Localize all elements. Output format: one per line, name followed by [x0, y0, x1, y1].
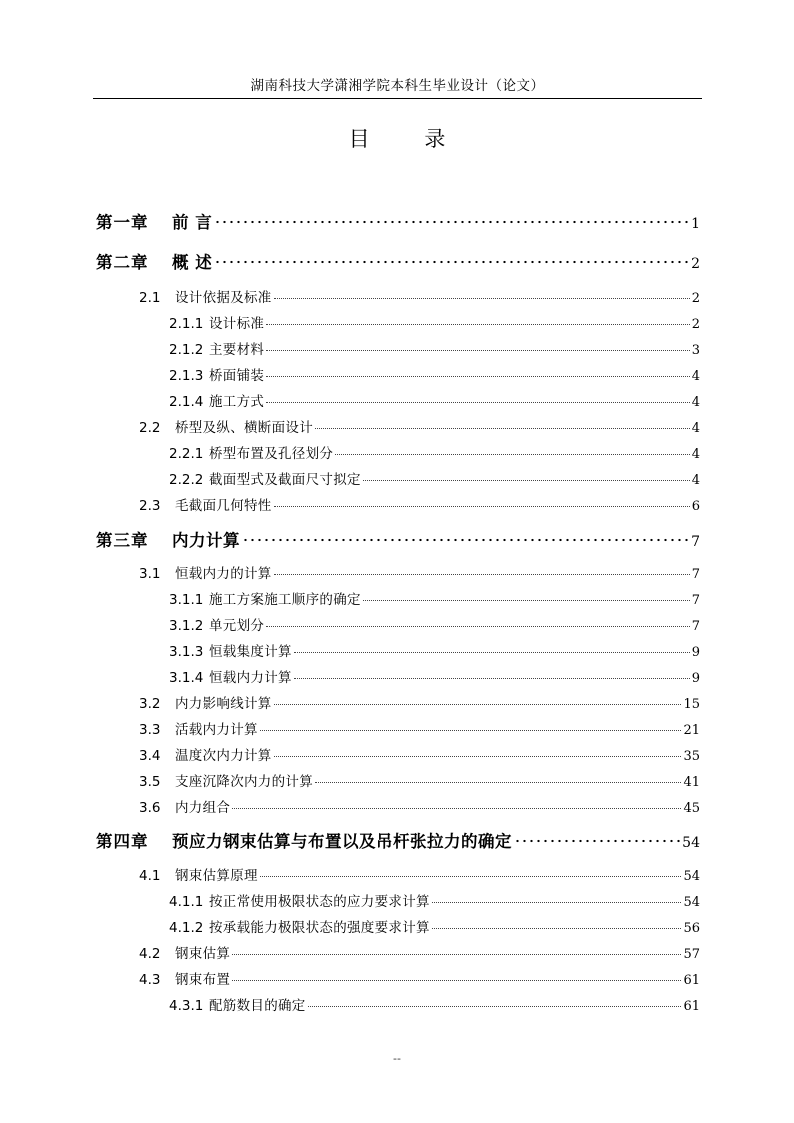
- dot-leader: [432, 902, 682, 903]
- toc-entry[interactable]: [96, 249, 700, 271]
- dot-leader: [294, 678, 690, 679]
- toc-entry-title: 内力计算: [172, 531, 240, 550]
- toc-entry-title: 毛截面几何特性: [175, 498, 272, 514]
- toc-entry-title: 恒载内力的计算: [175, 566, 272, 582]
- dot-leader: [315, 782, 681, 783]
- toc-entry-number: 2.1: [139, 290, 161, 306]
- toc-entry-number: 4.1: [139, 868, 161, 884]
- toc-entry-page: 1: [691, 216, 700, 232]
- toc-entry-page: 61: [683, 973, 700, 988]
- toc-entry-page: 54: [682, 835, 700, 851]
- toc-entry-page: 54: [683, 869, 700, 884]
- toc-entry-page: 9: [691, 645, 700, 660]
- dot-leader: [432, 928, 682, 929]
- toc-entry-page: 4: [691, 395, 700, 410]
- toc-entry-page: 4: [691, 473, 700, 488]
- toc-entry-title: 温度次内力计算: [175, 748, 272, 764]
- toc-entry-title: 设计标准: [209, 316, 265, 332]
- dot-leader: [232, 808, 681, 809]
- toc-entry-number: 4.3: [139, 972, 161, 988]
- toc-entry-number: 2.2: [139, 420, 161, 436]
- toc-entry[interactable]: [139, 796, 700, 814]
- dot-leader: [266, 350, 690, 351]
- toc-entry[interactable]: [169, 442, 700, 460]
- toc-entry-number: 3.1.3: [169, 644, 204, 660]
- toc-entry[interactable]: [139, 286, 700, 304]
- toc-entry-number: 第一章: [96, 213, 149, 232]
- toc-entry-number: 2.2.2: [169, 472, 204, 488]
- dot-leader: [274, 756, 682, 757]
- toc-entry-number: 4.1.2: [169, 920, 204, 936]
- toc-entry[interactable]: [169, 588, 700, 606]
- dot-leader: [260, 876, 682, 877]
- toc-entry-number: 第四章: [96, 832, 149, 851]
- toc-entry-number: 4.2: [139, 946, 161, 962]
- toc-entry-title: 单元划分: [209, 618, 265, 634]
- toc-entry[interactable]: [139, 744, 700, 762]
- dot-leader: [232, 954, 681, 955]
- dot-leader: [266, 324, 690, 325]
- toc-entry-title: 按承载能力极限状态的强度要求计算: [209, 920, 430, 936]
- toc-entry-page: 56: [683, 921, 700, 936]
- toc-entry-title: 钢束布置: [175, 972, 231, 988]
- dot-leader: [266, 376, 690, 377]
- toc-entry-title: 按正常使用极限状态的应力要求计算: [209, 894, 430, 910]
- toc-entry-title: 桥型布置及孔径划分: [209, 446, 334, 462]
- page-footer: --: [393, 1052, 401, 1065]
- toc-entry-title: 钢束估算原理: [175, 868, 258, 884]
- toc-entry-page: 7: [691, 567, 700, 582]
- toc-entry-title: 桥型及纵、横断面设计: [175, 420, 313, 436]
- dot-leader: [274, 704, 682, 705]
- toc-entry-page: 21: [683, 723, 700, 738]
- dot-leader: [315, 428, 690, 429]
- toc-entry-title: 钢束估算: [175, 946, 231, 962]
- toc-entry[interactable]: [169, 338, 700, 356]
- toc-entry-page: 15: [683, 697, 700, 712]
- toc-entry[interactable]: [96, 527, 700, 549]
- toc-entry[interactable]: [169, 890, 700, 908]
- dot-leader: [232, 980, 681, 981]
- toc-entry[interactable]: [169, 614, 700, 632]
- toc-entry-number: 2.1.2: [169, 342, 204, 358]
- toc-entry-number: 3.5: [139, 774, 161, 790]
- toc-entry[interactable]: [169, 640, 700, 658]
- toc-entry-title: 预应力钢束估算与布置以及吊杆张拉力的确定: [172, 832, 512, 851]
- toc-entry-number: 2.1.4: [169, 394, 204, 410]
- toc-entry-title: 施工方案施工顺序的确定: [209, 592, 361, 608]
- toc-entry-title: 配筋数目的确定: [209, 998, 306, 1014]
- toc-entry-title: 恒载集度计算: [209, 644, 292, 660]
- toc-entry-number: 2.3: [139, 498, 161, 514]
- toc-entry-title: 恒载内力计算: [209, 670, 292, 686]
- toc-entry-number: 3.1.1: [169, 592, 204, 608]
- dot-leader: [266, 626, 690, 627]
- toc-entry[interactable]: [139, 968, 700, 986]
- toc-entry[interactable]: [139, 692, 700, 710]
- toc-entry[interactable]: [139, 416, 700, 434]
- toc-entry-page: 3: [691, 343, 700, 358]
- toc-entry-page: 45: [683, 801, 700, 816]
- toc-entry-number: 3.6: [139, 800, 161, 816]
- toc-entry[interactable]: [139, 494, 700, 512]
- toc-entry[interactable]: [169, 666, 700, 684]
- toc-entry-title: 桥面铺装: [209, 368, 265, 384]
- toc-entry-title: 支座沉降次内力的计算: [175, 774, 313, 790]
- toc-entry[interactable]: [169, 994, 700, 1012]
- toc-entry-page: 7: [691, 593, 700, 608]
- toc-entry-title: 主要材料: [209, 342, 265, 358]
- toc-entry-page: 4: [691, 447, 700, 462]
- dot-leader: [363, 480, 690, 481]
- toc-entry-title: 前 言: [172, 213, 213, 232]
- toc-entry-page: 9: [691, 671, 700, 686]
- toc-entry-number: 3.1.4: [169, 670, 204, 686]
- toc-entry-page: 7: [691, 534, 700, 550]
- dot-leader: [274, 298, 690, 299]
- toc-entry-page: 2: [691, 291, 700, 306]
- toc-entry[interactable]: [169, 364, 700, 382]
- toc-entry[interactable]: [139, 562, 700, 580]
- toc-entry-title: 内力组合: [175, 800, 231, 816]
- dot-leader: [363, 600, 690, 601]
- toc-entry[interactable]: [96, 828, 700, 850]
- dot-leader: [514, 839, 680, 843]
- toc-entry-page: 6: [691, 499, 700, 514]
- toc-entry-number: 4.1.1: [169, 894, 204, 910]
- dot-leader: [308, 1006, 682, 1007]
- toc-entry-title: 概 述: [172, 253, 213, 272]
- toc-entry-page: 2: [691, 256, 700, 272]
- toc-entry-number: 3.1: [139, 566, 161, 582]
- toc-entry-page: 57: [683, 947, 700, 962]
- toc-entry-page: 2: [691, 317, 700, 332]
- dot-leader: [242, 538, 689, 542]
- toc-entry-number: 2.2.1: [169, 446, 204, 462]
- toc-entry-number: 第二章: [96, 253, 149, 272]
- dot-leader: [260, 730, 682, 731]
- toc-entry-title: 活载内力计算: [175, 722, 258, 738]
- toc-entry-title: 施工方式: [209, 394, 265, 410]
- toc-entry-title: 内力影响线计算: [175, 696, 272, 712]
- toc-entry-number: 3.1.2: [169, 618, 204, 634]
- toc-entry-number: 2.1.3: [169, 368, 204, 384]
- toc-title: 目 录: [348, 127, 470, 151]
- toc-entry[interactable]: [169, 468, 700, 486]
- toc-entry[interactable]: [139, 770, 700, 788]
- dot-leader: [266, 402, 690, 403]
- toc-entry[interactable]: [96, 209, 700, 231]
- toc-entry-page: 35: [683, 749, 700, 764]
- toc-entry-page: 4: [691, 421, 700, 436]
- toc-entry-title: 设计依据及标准: [175, 290, 272, 306]
- toc-entry[interactable]: [169, 312, 700, 330]
- dot-leader: [214, 220, 689, 224]
- toc-entry-page: 61: [683, 999, 700, 1014]
- toc-entry-number: 3.4: [139, 748, 161, 764]
- toc-entry[interactable]: [139, 718, 700, 736]
- dot-leader: [274, 506, 690, 507]
- dot-leader: [214, 260, 689, 264]
- toc-entry-page: 4: [691, 369, 700, 384]
- toc-entry[interactable]: [139, 864, 700, 882]
- dot-leader: [335, 454, 690, 455]
- toc-entry-page: 54: [683, 895, 700, 910]
- running-header: 湖南科技大学潇湘学院本科生毕业设计（论文）: [93, 74, 702, 99]
- dot-leader: [274, 574, 690, 575]
- toc-entry-number: 4.3.1: [169, 998, 204, 1014]
- toc-entry[interactable]: [169, 390, 700, 408]
- toc-entry[interactable]: [139, 942, 700, 960]
- toc-entry-page: 41: [683, 775, 700, 790]
- toc-entry-page: 7: [691, 619, 700, 634]
- toc-entry-number: 3.3: [139, 722, 161, 738]
- toc-entry[interactable]: [169, 916, 700, 934]
- toc-entry-number: 第三章: [96, 531, 149, 550]
- toc-entry-title: 截面型式及截面尺寸拟定: [209, 472, 361, 488]
- toc-entry-number: 2.1.1: [169, 316, 204, 332]
- toc-entry-number: 3.2: [139, 696, 161, 712]
- dot-leader: [294, 652, 690, 653]
